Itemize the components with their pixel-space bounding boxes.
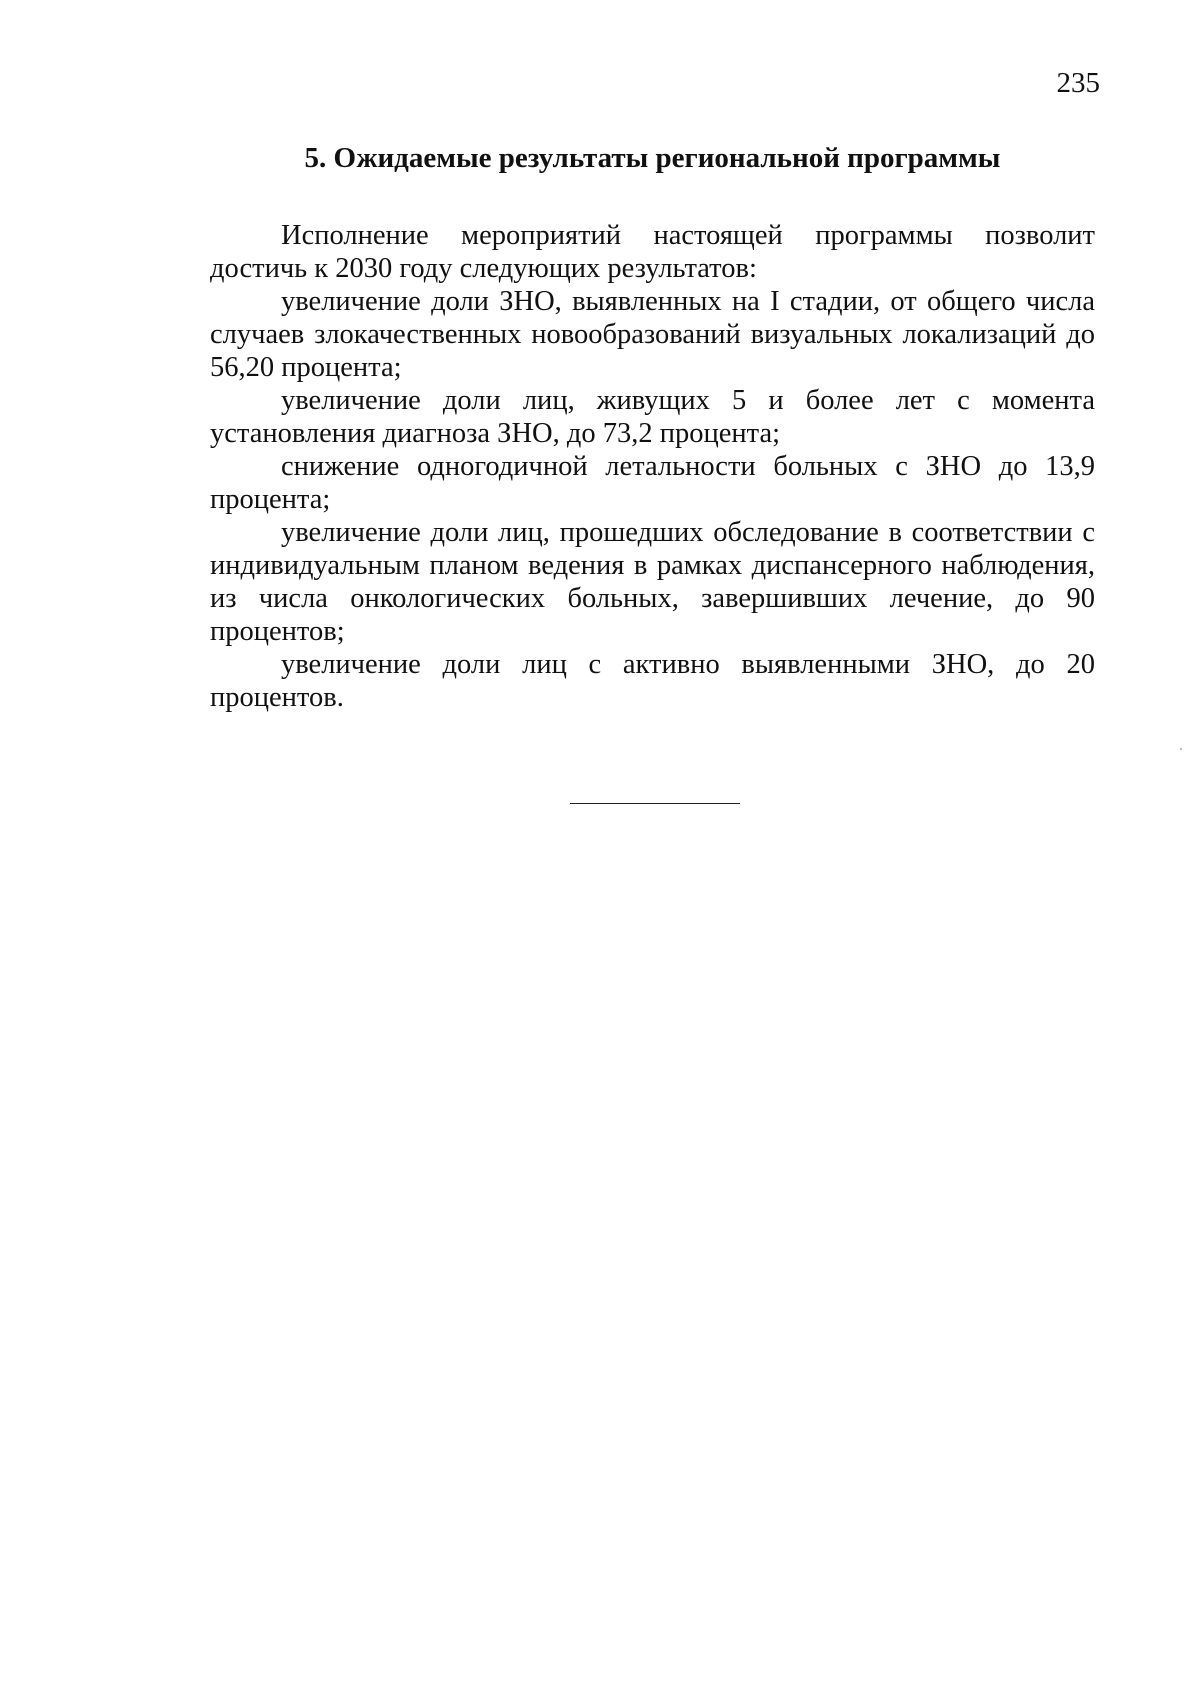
result-item-one-year-mortality: снижение одногодичной летальности больных с ЗНО до 13,9 процента; <box>210 451 1095 515</box>
result-item-dispensary-observation: увеличение доли лиц, прошедших обследование в соответствии с индивидуальным планом ведения в рамках диспансерного наблюдения, из числа онкологических больных, завершивших лечение, до 90 процентов; <box>210 517 1095 647</box>
scan-artifact-dot <box>1180 748 1182 750</box>
result-item-early-detection: увеличение доли ЗНО, выявленных на I стадии, от общего числа случаев злокачественных новообразований визуальных локализаций до 56,20 процента; <box>210 286 1095 383</box>
end-separator-line <box>570 803 740 804</box>
result-item-active-detection: увеличение доли лиц с активно выявленными ЗНО, до 20 процентов. <box>210 649 1095 713</box>
result-item-five-year-survival: увеличение доли лиц, живущих 5 и более лет с момента установления диагноза ЗНО, до 73,2 процента; <box>210 385 1095 449</box>
section-body <box>210 219 1095 714</box>
intro-paragraph: Исполнение мероприятий настоящей программы позволит достичь к 2030 году следующих результатов: <box>210 220 1095 284</box>
section-title: 5. Ожидаемые результаты региональной программы <box>304 142 1001 174</box>
page-number: 235 <box>1056 67 1100 99</box>
